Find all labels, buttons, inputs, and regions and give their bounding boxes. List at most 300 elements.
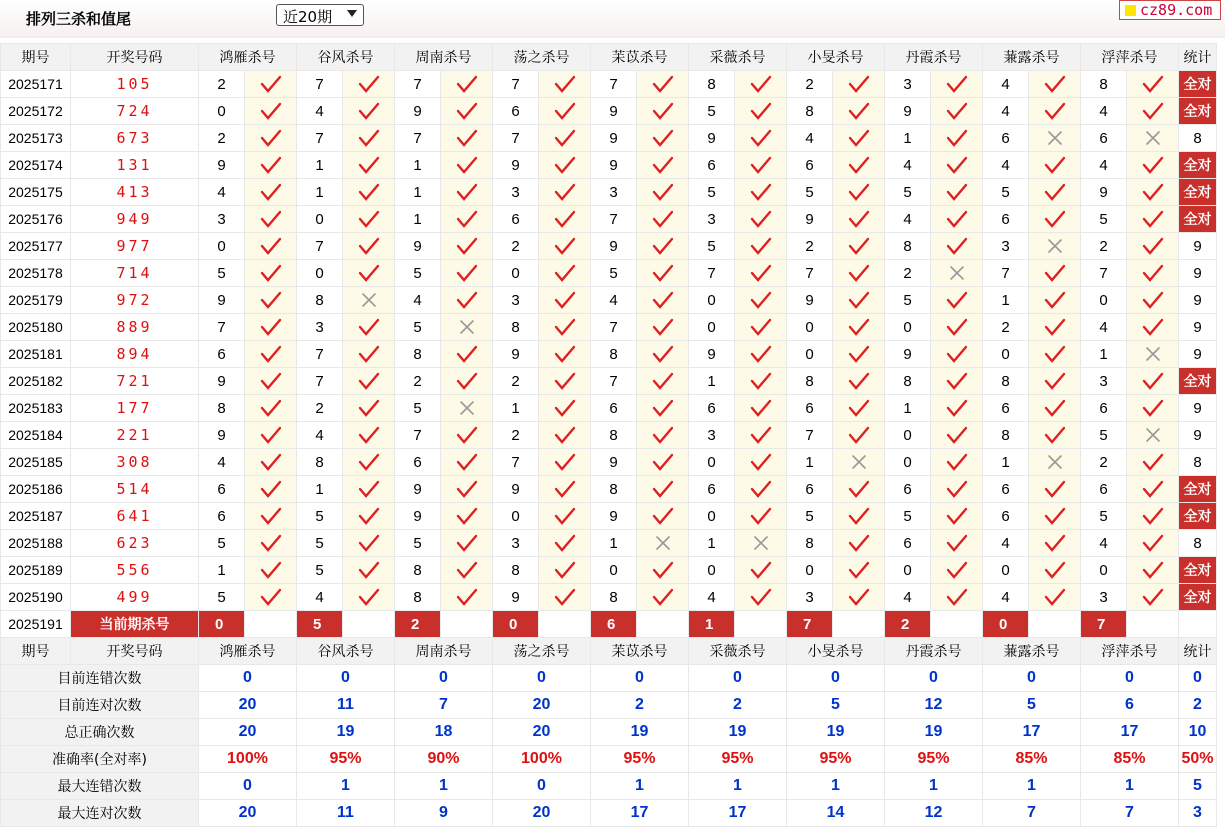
check-icon: [1044, 318, 1066, 336]
check-icon: [848, 291, 870, 309]
kill-number-cell: 3: [689, 206, 735, 233]
check-icon: [554, 561, 576, 579]
check-icon: [358, 264, 380, 282]
result-mark-cell: [441, 395, 493, 422]
kill-number-cell: 1: [787, 449, 833, 476]
kill-number-cell: 2: [983, 314, 1029, 341]
stats-value: 0: [885, 665, 983, 692]
table-row: [1, 584, 1217, 611]
period-cell: 2025187: [1, 503, 71, 530]
result-mark-cell: [245, 584, 297, 611]
kill-number-cell: 7: [297, 368, 343, 395]
kill-number-cell: 2: [199, 71, 245, 98]
check-icon: [358, 183, 380, 201]
logo-square-icon: [1125, 5, 1136, 16]
check-icon: [358, 102, 380, 120]
table-row: [1, 422, 1217, 449]
result-mark-cell: [833, 206, 885, 233]
check-icon: [1142, 264, 1164, 282]
kill-number-cell: 6: [1081, 125, 1127, 152]
check-icon: [946, 156, 968, 174]
result-mark-cell: [833, 395, 885, 422]
result-mark-cell: [245, 368, 297, 395]
cross-icon: [1047, 130, 1063, 146]
kill-number-cell: 0: [297, 260, 343, 287]
kill-number-cell: 6: [591, 395, 637, 422]
kill-number-cell: 9: [1081, 179, 1127, 206]
kill-number-cell: 6: [1081, 476, 1127, 503]
stats-value: 100%: [199, 746, 297, 773]
result-mark-cell: [539, 98, 591, 125]
check-icon: [456, 453, 478, 471]
stats-value: 95%: [297, 746, 395, 773]
result-mark-cell: [735, 125, 787, 152]
check-icon: [848, 399, 870, 417]
result-mark-cell: [539, 530, 591, 557]
period-cell: 2025174: [1, 152, 71, 179]
check-icon: [1044, 156, 1066, 174]
table-row: [1, 395, 1217, 422]
kill-number-cell: 5: [297, 503, 343, 530]
result-mark-cell: [735, 368, 787, 395]
result-mark-cell: [441, 287, 493, 314]
table-row: [1, 98, 1217, 125]
stats-value: 19: [689, 719, 787, 746]
period-cell: 2025180: [1, 314, 71, 341]
row-stat-cell: 全对: [1179, 71, 1217, 98]
check-icon: [1044, 426, 1066, 444]
check-icon: [1044, 480, 1066, 498]
kill-number-cell: 4: [983, 584, 1029, 611]
kill-number-cell: 1: [493, 395, 539, 422]
stats-value: 0: [1081, 665, 1179, 692]
result-mark-cell: [441, 179, 493, 206]
check-icon: [652, 372, 674, 390]
check-icon: [652, 156, 674, 174]
period-range-select[interactable]: [276, 4, 364, 26]
table-row: [1, 287, 1217, 314]
period-cell: 2025172: [1, 98, 71, 125]
period-cell: 2025184: [1, 422, 71, 449]
stats-value: 20: [199, 800, 297, 827]
row-stat-cell: 全对: [1179, 503, 1217, 530]
period-cell: 2025181: [1, 341, 71, 368]
table-row: [1, 125, 1217, 152]
period-cell: 2025173: [1, 125, 71, 152]
cross-icon: [1145, 346, 1161, 362]
col-header-expert-7: 丹霞杀号: [885, 44, 983, 71]
stats-label: 最大连对次数: [1, 800, 199, 827]
current-blank-cell: [343, 611, 395, 638]
stats-value: 5: [787, 692, 885, 719]
check-icon: [554, 588, 576, 606]
result-mark-cell: [343, 368, 395, 395]
stats-row: [1, 800, 1217, 827]
col-header-draw: 开奖号码: [71, 44, 199, 71]
check-icon: [750, 291, 772, 309]
kill-number-cell: 1: [395, 152, 441, 179]
cross-icon: [851, 454, 867, 470]
check-icon: [358, 156, 380, 174]
kill-number-cell: 9: [395, 233, 441, 260]
kill-number-cell: 4: [395, 287, 441, 314]
stats-label: 目前连错次数: [1, 665, 199, 692]
result-mark-cell: [343, 476, 395, 503]
check-icon: [848, 480, 870, 498]
period-cell: 2025176: [1, 206, 71, 233]
kill-number-cell: 5: [199, 260, 245, 287]
result-mark-cell: [931, 584, 983, 611]
check-icon: [456, 183, 478, 201]
period-cell: 2025177: [1, 233, 71, 260]
check-icon: [1142, 399, 1164, 417]
result-mark-cell: [931, 233, 983, 260]
stats-value: 0: [199, 665, 297, 692]
result-mark-cell: [833, 530, 885, 557]
draw-number-cell: 714: [71, 260, 199, 287]
current-blank-cell: [637, 611, 689, 638]
stats-value: 12: [885, 692, 983, 719]
check-icon: [750, 237, 772, 255]
kill-number-cell: 5: [689, 233, 735, 260]
check-icon: [456, 156, 478, 174]
check-icon: [260, 237, 282, 255]
result-mark-cell: [735, 584, 787, 611]
result-mark-cell: [833, 152, 885, 179]
check-icon: [750, 453, 772, 471]
check-icon: [358, 210, 380, 228]
check-icon: [554, 399, 576, 417]
current-blank-cell: [539, 611, 591, 638]
kill-number-cell: 4: [983, 152, 1029, 179]
kill-number-cell: 5: [199, 584, 245, 611]
result-mark-cell: [1127, 125, 1179, 152]
current-kill-cell: 0: [493, 611, 539, 638]
result-mark-cell: [931, 395, 983, 422]
result-mark-cell: [637, 152, 689, 179]
kill-number-cell: 0: [885, 449, 931, 476]
check-icon: [848, 534, 870, 552]
result-mark-cell: [735, 233, 787, 260]
kill-number-cell: 1: [297, 476, 343, 503]
stats-value: 11: [297, 692, 395, 719]
col-header-expert-8: 蒹露杀号: [983, 44, 1081, 71]
draw-number-cell: 889: [71, 314, 199, 341]
stats-value: 0: [493, 773, 591, 800]
result-mark-cell: [735, 395, 787, 422]
cross-icon: [1047, 238, 1063, 254]
kill-number-cell: 8: [591, 341, 637, 368]
kill-number-cell: 6: [983, 476, 1029, 503]
kill-number-cell: 8: [591, 422, 637, 449]
period-cell: 2025183: [1, 395, 71, 422]
kill-number-cell: 3: [493, 530, 539, 557]
result-mark-cell: [833, 179, 885, 206]
kill-number-cell: 7: [591, 206, 637, 233]
site-logo[interactable]: [1119, 0, 1221, 20]
result-mark-cell: [343, 449, 395, 476]
check-icon: [554, 318, 576, 336]
result-mark-cell: [539, 368, 591, 395]
table-row: [1, 503, 1217, 530]
stats-header-draw: 开奖号码: [71, 638, 199, 665]
kill-number-cell: 5: [1081, 206, 1127, 233]
kill-number-cell: 5: [199, 530, 245, 557]
stats-value: 100%: [493, 746, 591, 773]
stats-value: 18: [395, 719, 493, 746]
stats-value: 1: [689, 773, 787, 800]
result-mark-cell: [735, 260, 787, 287]
result-mark-cell: [931, 260, 983, 287]
kill-number-cell: 5: [885, 503, 931, 530]
table-header-row: [1, 44, 1217, 71]
result-mark-cell: [1029, 233, 1081, 260]
result-mark-cell: [637, 206, 689, 233]
check-icon: [358, 399, 380, 417]
check-icon: [358, 345, 380, 363]
kill-number-cell: 1: [199, 557, 245, 584]
kill-number-cell: 6: [689, 476, 735, 503]
result-mark-cell: [637, 233, 689, 260]
top-bar: [0, 0, 1225, 38]
result-mark-cell: [343, 341, 395, 368]
result-mark-cell: [1029, 314, 1081, 341]
kill-number-cell: 5: [591, 260, 637, 287]
check-icon: [946, 237, 968, 255]
col-header-expert-9: 浮萍杀号: [1081, 44, 1179, 71]
kill-number-cell: 3: [885, 71, 931, 98]
check-icon: [1044, 345, 1066, 363]
stats-value: 6: [1081, 692, 1179, 719]
cross-icon: [655, 535, 671, 551]
kill-number-cell: 8: [395, 557, 441, 584]
check-icon: [946, 480, 968, 498]
kill-number-cell: 2: [199, 125, 245, 152]
result-mark-cell: [931, 314, 983, 341]
row-stat-cell: 8: [1179, 449, 1217, 476]
kill-number-cell: 7: [591, 368, 637, 395]
kill-number-cell: 8: [885, 233, 931, 260]
kill-number-cell: 0: [199, 98, 245, 125]
result-mark-cell: [539, 233, 591, 260]
result-mark-cell: [1029, 449, 1081, 476]
result-mark-cell: [637, 287, 689, 314]
result-mark-cell: [245, 530, 297, 557]
result-mark-cell: [539, 125, 591, 152]
result-mark-cell: [637, 260, 689, 287]
check-icon: [358, 534, 380, 552]
result-mark-cell: [735, 152, 787, 179]
result-mark-cell: [1029, 476, 1081, 503]
stats-value: 0: [493, 665, 591, 692]
row-stat-cell: 全对: [1179, 206, 1217, 233]
table-row: [1, 368, 1217, 395]
kill-number-cell: 4: [1081, 98, 1127, 125]
kill-number-cell: 7: [297, 71, 343, 98]
stats-value: 3: [1179, 800, 1217, 827]
draw-number-cell: 308: [71, 449, 199, 476]
check-icon: [554, 156, 576, 174]
result-mark-cell: [1029, 287, 1081, 314]
kill-number-cell: 9: [885, 98, 931, 125]
draw-number-cell: 641: [71, 503, 199, 530]
check-icon: [456, 588, 478, 606]
check-icon: [358, 426, 380, 444]
result-mark-cell: [833, 422, 885, 449]
kill-number-cell: 8: [591, 476, 637, 503]
kill-number-cell: 5: [885, 179, 931, 206]
table-row: [1, 233, 1217, 260]
result-mark-cell: [1029, 503, 1081, 530]
check-icon: [1142, 372, 1164, 390]
kill-number-cell: 2: [885, 260, 931, 287]
check-icon: [946, 561, 968, 579]
stats-value: 20: [493, 800, 591, 827]
current-period-cell: 2025191: [1, 611, 71, 638]
check-icon: [1044, 183, 1066, 201]
result-mark-cell: [1127, 422, 1179, 449]
check-icon: [848, 75, 870, 93]
check-icon: [652, 291, 674, 309]
result-mark-cell: [1127, 368, 1179, 395]
check-icon: [456, 507, 478, 525]
result-mark-cell: [931, 476, 983, 503]
kill-number-cell: 0: [493, 503, 539, 530]
result-mark-cell: [441, 125, 493, 152]
check-icon: [260, 291, 282, 309]
stats-value: 1: [885, 773, 983, 800]
result-mark-cell: [1127, 71, 1179, 98]
stats-header-period: 期号: [1, 638, 71, 665]
kill-number-cell: 0: [885, 557, 931, 584]
cross-icon: [459, 319, 475, 335]
check-icon: [1044, 534, 1066, 552]
result-mark-cell: [1029, 125, 1081, 152]
row-stat-cell: 全对: [1179, 179, 1217, 206]
result-mark-cell: [441, 476, 493, 503]
kill-number-cell: 6: [983, 206, 1029, 233]
result-mark-cell: [1029, 206, 1081, 233]
check-icon: [750, 561, 772, 579]
kill-number-cell: 9: [689, 341, 735, 368]
check-icon: [1142, 237, 1164, 255]
cross-icon: [1145, 130, 1161, 146]
kill-number-cell: 9: [493, 341, 539, 368]
draw-number-cell: 556: [71, 557, 199, 584]
check-icon: [456, 561, 478, 579]
stats-value: 0: [983, 665, 1081, 692]
col-header-expert-5: 采薇杀号: [689, 44, 787, 71]
result-mark-cell: [245, 233, 297, 260]
check-icon: [750, 345, 772, 363]
result-mark-cell: [735, 206, 787, 233]
check-icon: [358, 480, 380, 498]
stats-value: 10: [1179, 719, 1217, 746]
result-mark-cell: [343, 125, 395, 152]
result-mark-cell: [343, 206, 395, 233]
result-mark-cell: [735, 98, 787, 125]
result-mark-cell: [245, 287, 297, 314]
col-header-expert-3: 荡之杀号: [493, 44, 591, 71]
kill-number-cell: 9: [787, 206, 833, 233]
kill-number-cell: 2: [493, 233, 539, 260]
stats-value: 1: [787, 773, 885, 800]
stats-row: [1, 773, 1217, 800]
result-mark-cell: [343, 314, 395, 341]
col-header-period: 期号: [1, 44, 71, 71]
result-mark-cell: [637, 557, 689, 584]
result-mark-cell: [1127, 287, 1179, 314]
col-header-expert-0: 鸿雁杀号: [199, 44, 297, 71]
kill-number-cell: 6: [983, 395, 1029, 422]
row-stat-cell: 全对: [1179, 557, 1217, 584]
result-mark-cell: [343, 422, 395, 449]
check-icon: [848, 372, 870, 390]
result-mark-cell: [1029, 584, 1081, 611]
stats-value: 17: [1081, 719, 1179, 746]
result-mark-cell: [637, 584, 689, 611]
draw-number-cell: 105: [71, 71, 199, 98]
check-icon: [848, 129, 870, 147]
check-icon: [652, 345, 674, 363]
result-mark-cell: [245, 476, 297, 503]
check-icon: [1142, 507, 1164, 525]
kill-number-cell: 3: [199, 206, 245, 233]
page-title: 排列三杀和值尾: [26, 10, 132, 28]
kill-number-cell: 9: [199, 152, 245, 179]
kill-number-cell: 8: [983, 422, 1029, 449]
kill-number-cell: 9: [199, 422, 245, 449]
result-mark-cell: [931, 449, 983, 476]
kill-number-cell: 3: [1081, 368, 1127, 395]
check-icon: [946, 102, 968, 120]
result-mark-cell: [833, 368, 885, 395]
row-stat-cell: 8: [1179, 125, 1217, 152]
stats-value: 19: [297, 719, 395, 746]
check-icon: [260, 426, 282, 444]
check-icon: [946, 588, 968, 606]
stats-value: 85%: [983, 746, 1081, 773]
kill-number-cell: 8: [493, 557, 539, 584]
kill-number-cell: 4: [689, 584, 735, 611]
current-blank-cell: [245, 611, 297, 638]
kill-number-cell: 6: [199, 341, 245, 368]
check-icon: [554, 75, 576, 93]
stats-value: 20: [199, 692, 297, 719]
kill-number-cell: 9: [689, 125, 735, 152]
period-cell: 2025179: [1, 287, 71, 314]
kill-number-cell: 2: [1081, 233, 1127, 260]
kill-number-cell: 1: [885, 125, 931, 152]
check-icon: [260, 345, 282, 363]
check-icon: [1142, 291, 1164, 309]
kill-number-cell: 1: [395, 206, 441, 233]
kill-number-cell: 8: [1081, 71, 1127, 98]
stats-header-expert-0: 鸿雁杀号: [199, 638, 297, 665]
stats-value: 19: [591, 719, 689, 746]
kill-number-cell: 0: [689, 557, 735, 584]
check-icon: [946, 345, 968, 363]
check-icon: [260, 156, 282, 174]
check-icon: [750, 318, 772, 336]
stats-value: 5: [983, 692, 1081, 719]
result-mark-cell: [1029, 422, 1081, 449]
check-icon: [750, 426, 772, 444]
check-icon: [456, 75, 478, 93]
result-mark-cell: [833, 287, 885, 314]
kill-number-cell: 0: [297, 206, 343, 233]
kill-number-cell: 0: [689, 287, 735, 314]
